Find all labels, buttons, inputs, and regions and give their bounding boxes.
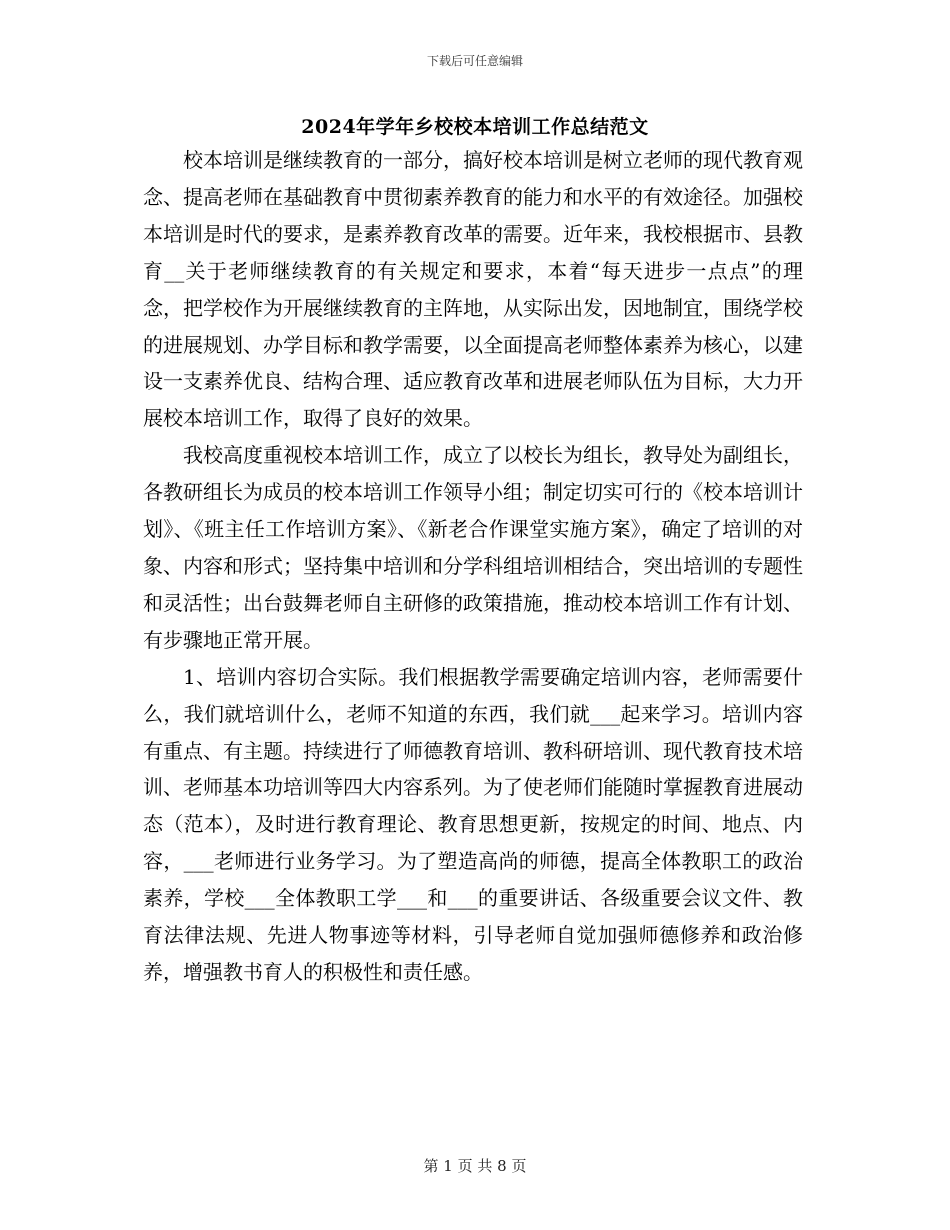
paragraph-1: 校本培训是继续教育的一部分，搞好校本培训是树立老师的现代教育观念、提高老师在基础教育中贯彻素养教育的能力和水平的有效途径。加强校本培训是时代的要求，是素养教育改革的需要。近年来，我校根据市、县教育__关于老师继续教育的有关规定和要求，本着“每天进步一点点”的理念，把学校作为开展继续教育的主阵地，从实际出发，因地制宜，围绕学校的进展规划、办学目标和教学需要，以全面提高老师整体素养为核心，以建设一支素养优良、结构合理、适应教育改革和进展老师队伍为目标，大力开展校本培训工作，取得了良好的效果。: [143, 148, 803, 431]
paragraph-2: 我校高度重视校本培训工作，成立了以校长为组长，教导处为副组长，各教研组长为成员的校本培训工作领导小组；制定切实可行的《校本培训计划》、《班主任工作培训方案》、《新老合作课堂实施方案》，确定了培训的对象、内容和形式；坚持集中培训和分学科组培训相结合，突出培训的专题性和灵活性；出台鼓舞老师自主研修的政策措施，推动校本培训工作有计划、有步骤地正常开展。: [143, 443, 803, 652]
header-note: 下载后可任意编辑: [426, 54, 523, 68]
paragraph-3: 1、培训内容切合实际。我们根据教学需要确定培训内容，老师需要什么，我们就培训什么，老师不知道的东西，我们就___起来学习。培训内容有重点、有主题。持续进行了师德教育培训、教科研培训、现代教育技术培训、老师基本功培训等四大内容系列。为了使老师们能随时掌握教育进展动态（范本），及时进行教育理论、教育思想更新，按规定的时间、地点、内容，___老师进行业务学习。为了塑造高尚的师德，提高全体教职工的政治素养，学校___全体教职工学___和___的重要讲话、各级重要会议文件、教育法律法规、先进人物事迹等材料，引导老师自觉加强师德修养和政治修养，增强教书育人的积极性和责任感。: [143, 664, 803, 984]
page-number: 第 1 页 共 8 页: [423, 1157, 527, 1175]
document-title: 2024年学年乡校校本培训工作总结范文: [301, 116, 649, 138]
document-body: [143, 142, 803, 991]
